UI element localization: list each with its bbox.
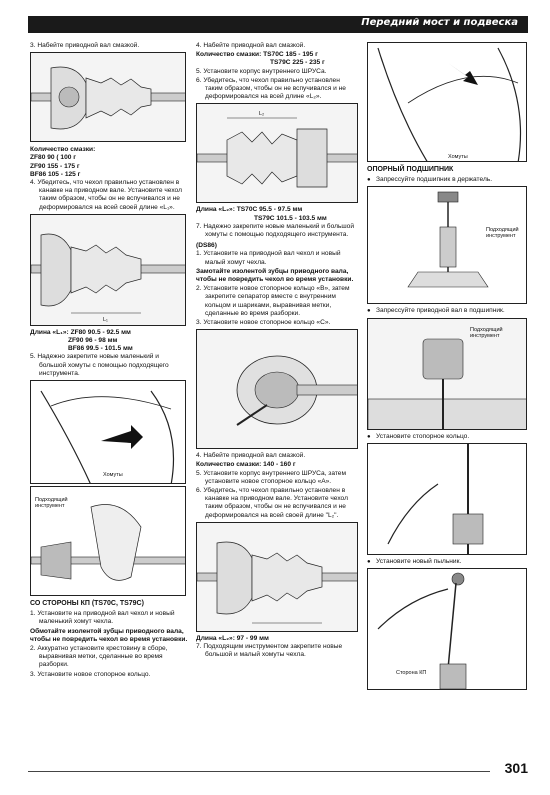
ds86-step-5: 5. Установите корпус внутреннего ШРУСа, затем установите новое стопорное кольцо «А».	[196, 469, 346, 485]
ring-diagram	[197, 330, 358, 449]
figure-clamps-right	[367, 42, 527, 162]
clamps-label-right: Хомуты	[448, 154, 468, 160]
figure-boot-length-l1	[30, 214, 186, 326]
ds86-step-3: 3. Установите новое стопорное кольцо «С».	[196, 319, 331, 327]
l2-marker: L₂	[259, 111, 265, 118]
tool-label-right-2: Подходящий инструмент	[470, 326, 503, 339]
l1-marker: L₁	[103, 316, 108, 323]
figure-bearing-press	[367, 186, 527, 304]
grease-line-1: ZF80 90 ( 100 г	[30, 154, 76, 162]
ds86-warning: Замотайте изолентой зубцы приводного вала, чтобы не повредить чехол во время установки.	[196, 267, 354, 284]
section-transmission-side: СО СТОРОНЫ КП (TS70C, TS79C)	[30, 600, 144, 608]
column-left	[30, 42, 188, 680]
grease-title: Количество смазки:	[30, 146, 96, 154]
c2-step-4: 4. Набейте приводной вал смазкой.	[196, 42, 306, 49]
ds86-step-7: 7. Подходящим инструментом закрепите новые большой и малый хомуты чехла.	[196, 643, 343, 659]
section-warning: Обмотайте изолентой зубцы приводного вала, чтобы не повредить чехол во время установки.	[30, 627, 188, 643]
step-5-text: 5. Надежно закрепите новые маленький и большой хомуты с помощью подходящего инструмента.	[30, 353, 169, 377]
figure-boot-assembly-1	[30, 52, 186, 142]
figure-boot-ds86	[196, 522, 358, 632]
ds86-step-2: 2. Установите новое стопорное кольцо «В», затем закрепите сепаратор вместе с внутренним кольцом и шариками, выравнивая метки, сделанные во время разборки.	[196, 285, 350, 317]
column-right	[367, 42, 529, 690]
column-middle	[196, 42, 359, 661]
length-l1-label: Длина «L₁»: ZF80 90.5 - 92.5 мм	[30, 328, 131, 336]
clamps-label: Хомуты	[103, 472, 123, 479]
length-l1-line-2: ZF90 96 - 98 мм	[68, 337, 118, 345]
figure-dust-seal	[367, 568, 527, 690]
step-4-text: 4. Убедитесь, что чехол правильно установлен в канавке на приводном вале. Установите чехол таким образом, чтобы он не вспучивался и не деформировался на всей своей длине «L₁».	[30, 179, 182, 211]
clamps-diagram	[31, 381, 186, 484]
figure-shaft-press	[367, 318, 527, 430]
grease-line-2: ZF90 155 - 175 г	[30, 162, 80, 170]
c2-length-2: TS79C 101.5 - 103.5 мм	[254, 214, 327, 222]
page-header-title: Передний мост и подвеска	[361, 17, 518, 28]
footer-rule	[28, 771, 490, 772]
c2-step-5: 5. Установите корпус внутреннего ШРУСа.	[196, 67, 327, 75]
bearing-step-2: ● Запрессуйте приводной вал в подшипник.	[367, 307, 529, 315]
bearing-step-4: ● Установите новый пыльник.	[367, 558, 529, 566]
figure-tool-1	[30, 486, 186, 596]
c2-length-1: Длина «L₂»: TS70C 95.5 - 97.5 мм	[196, 206, 303, 214]
boot-diagram-l1	[31, 215, 186, 326]
grease-line-3: BF86 105 - 125 г	[30, 170, 81, 178]
section-support-bearing: ОПОРНЫЙ ПОДШИПНИК	[367, 166, 454, 173]
section-step-1: 1. Установите на приводной вал чехол и новый маленький хомут чехла.	[30, 610, 175, 626]
transmission-side-label: Сторона КП	[396, 670, 427, 677]
ds86-length: Длина «L₂»: 97 - 99 мм	[196, 634, 269, 642]
dust-seal-diagram	[368, 569, 527, 690]
boot-diagram-ds86	[197, 523, 358, 632]
ds86-step-4: 4. Набейте приводной вал смазкой.	[196, 452, 306, 460]
c2-step-7: 7. Надежно закрепите новые маленький и большой хомуты с помощью подходящего инструмента.	[196, 222, 355, 239]
figure-snap-ring	[367, 443, 527, 555]
step-3-text: 3. Набейте приводной вал смазкой.	[30, 42, 140, 49]
c2-step-6: 6. Убедитесь, что чехол правильно установлен таким образом, чтобы он не вспучивался и не деформировался на всей длине «L₂».	[196, 76, 346, 101]
clamps-diagram-right	[368, 43, 527, 162]
ds86-step-6: 6. Убедитесь, что чехол правильно установлен в канавке на приводном вале. Установите чехол таким образом, чтобы он не вспучивался и не деформировался на всей своей длине "L₂".	[196, 487, 348, 519]
c2-grease-1: Количество смазки: TS70C 185 - 195 г	[196, 51, 318, 59]
bearing-press-diagram	[368, 187, 527, 304]
figure-ring-installation	[196, 329, 358, 449]
page-number: 301	[504, 760, 528, 776]
length-l1-line-3: BF86 99.5 - 101.5 мм	[68, 345, 133, 353]
figure-clamps	[30, 380, 186, 484]
ds86-grease: Количество смазки: 140 - 160 г	[196, 461, 296, 469]
snap-ring-diagram	[368, 444, 527, 555]
bearing-step-3: ● Установите стопорное кольцо.	[367, 433, 529, 441]
ds86-step-1: 1. Установите на приводной вал чехол и новый малый хомут чехла.	[196, 250, 341, 266]
c2-grease-2: TS79C 225 - 235 г	[270, 59, 325, 67]
figure-boot-length-l2	[196, 103, 358, 203]
tool-label-1: Подходящий инструмент	[35, 497, 68, 510]
page-header-bar	[28, 16, 528, 33]
ds86-heading: (DS86)	[196, 242, 217, 250]
tool-label-right-1: Подходящий инструмент	[486, 227, 519, 240]
bearing-step-1: ● Запрессуйте подшипник в держатель.	[367, 176, 529, 184]
section-step-2: 2. Аккуратно установите крестовину в сборе, выравнивая метки, сделанные во время разборки.	[30, 645, 168, 669]
boot-diagram-l2	[197, 104, 358, 203]
section-step-3: 3. Установите новое стопорное кольцо.	[30, 670, 151, 678]
boot-diagram-1	[31, 53, 186, 142]
